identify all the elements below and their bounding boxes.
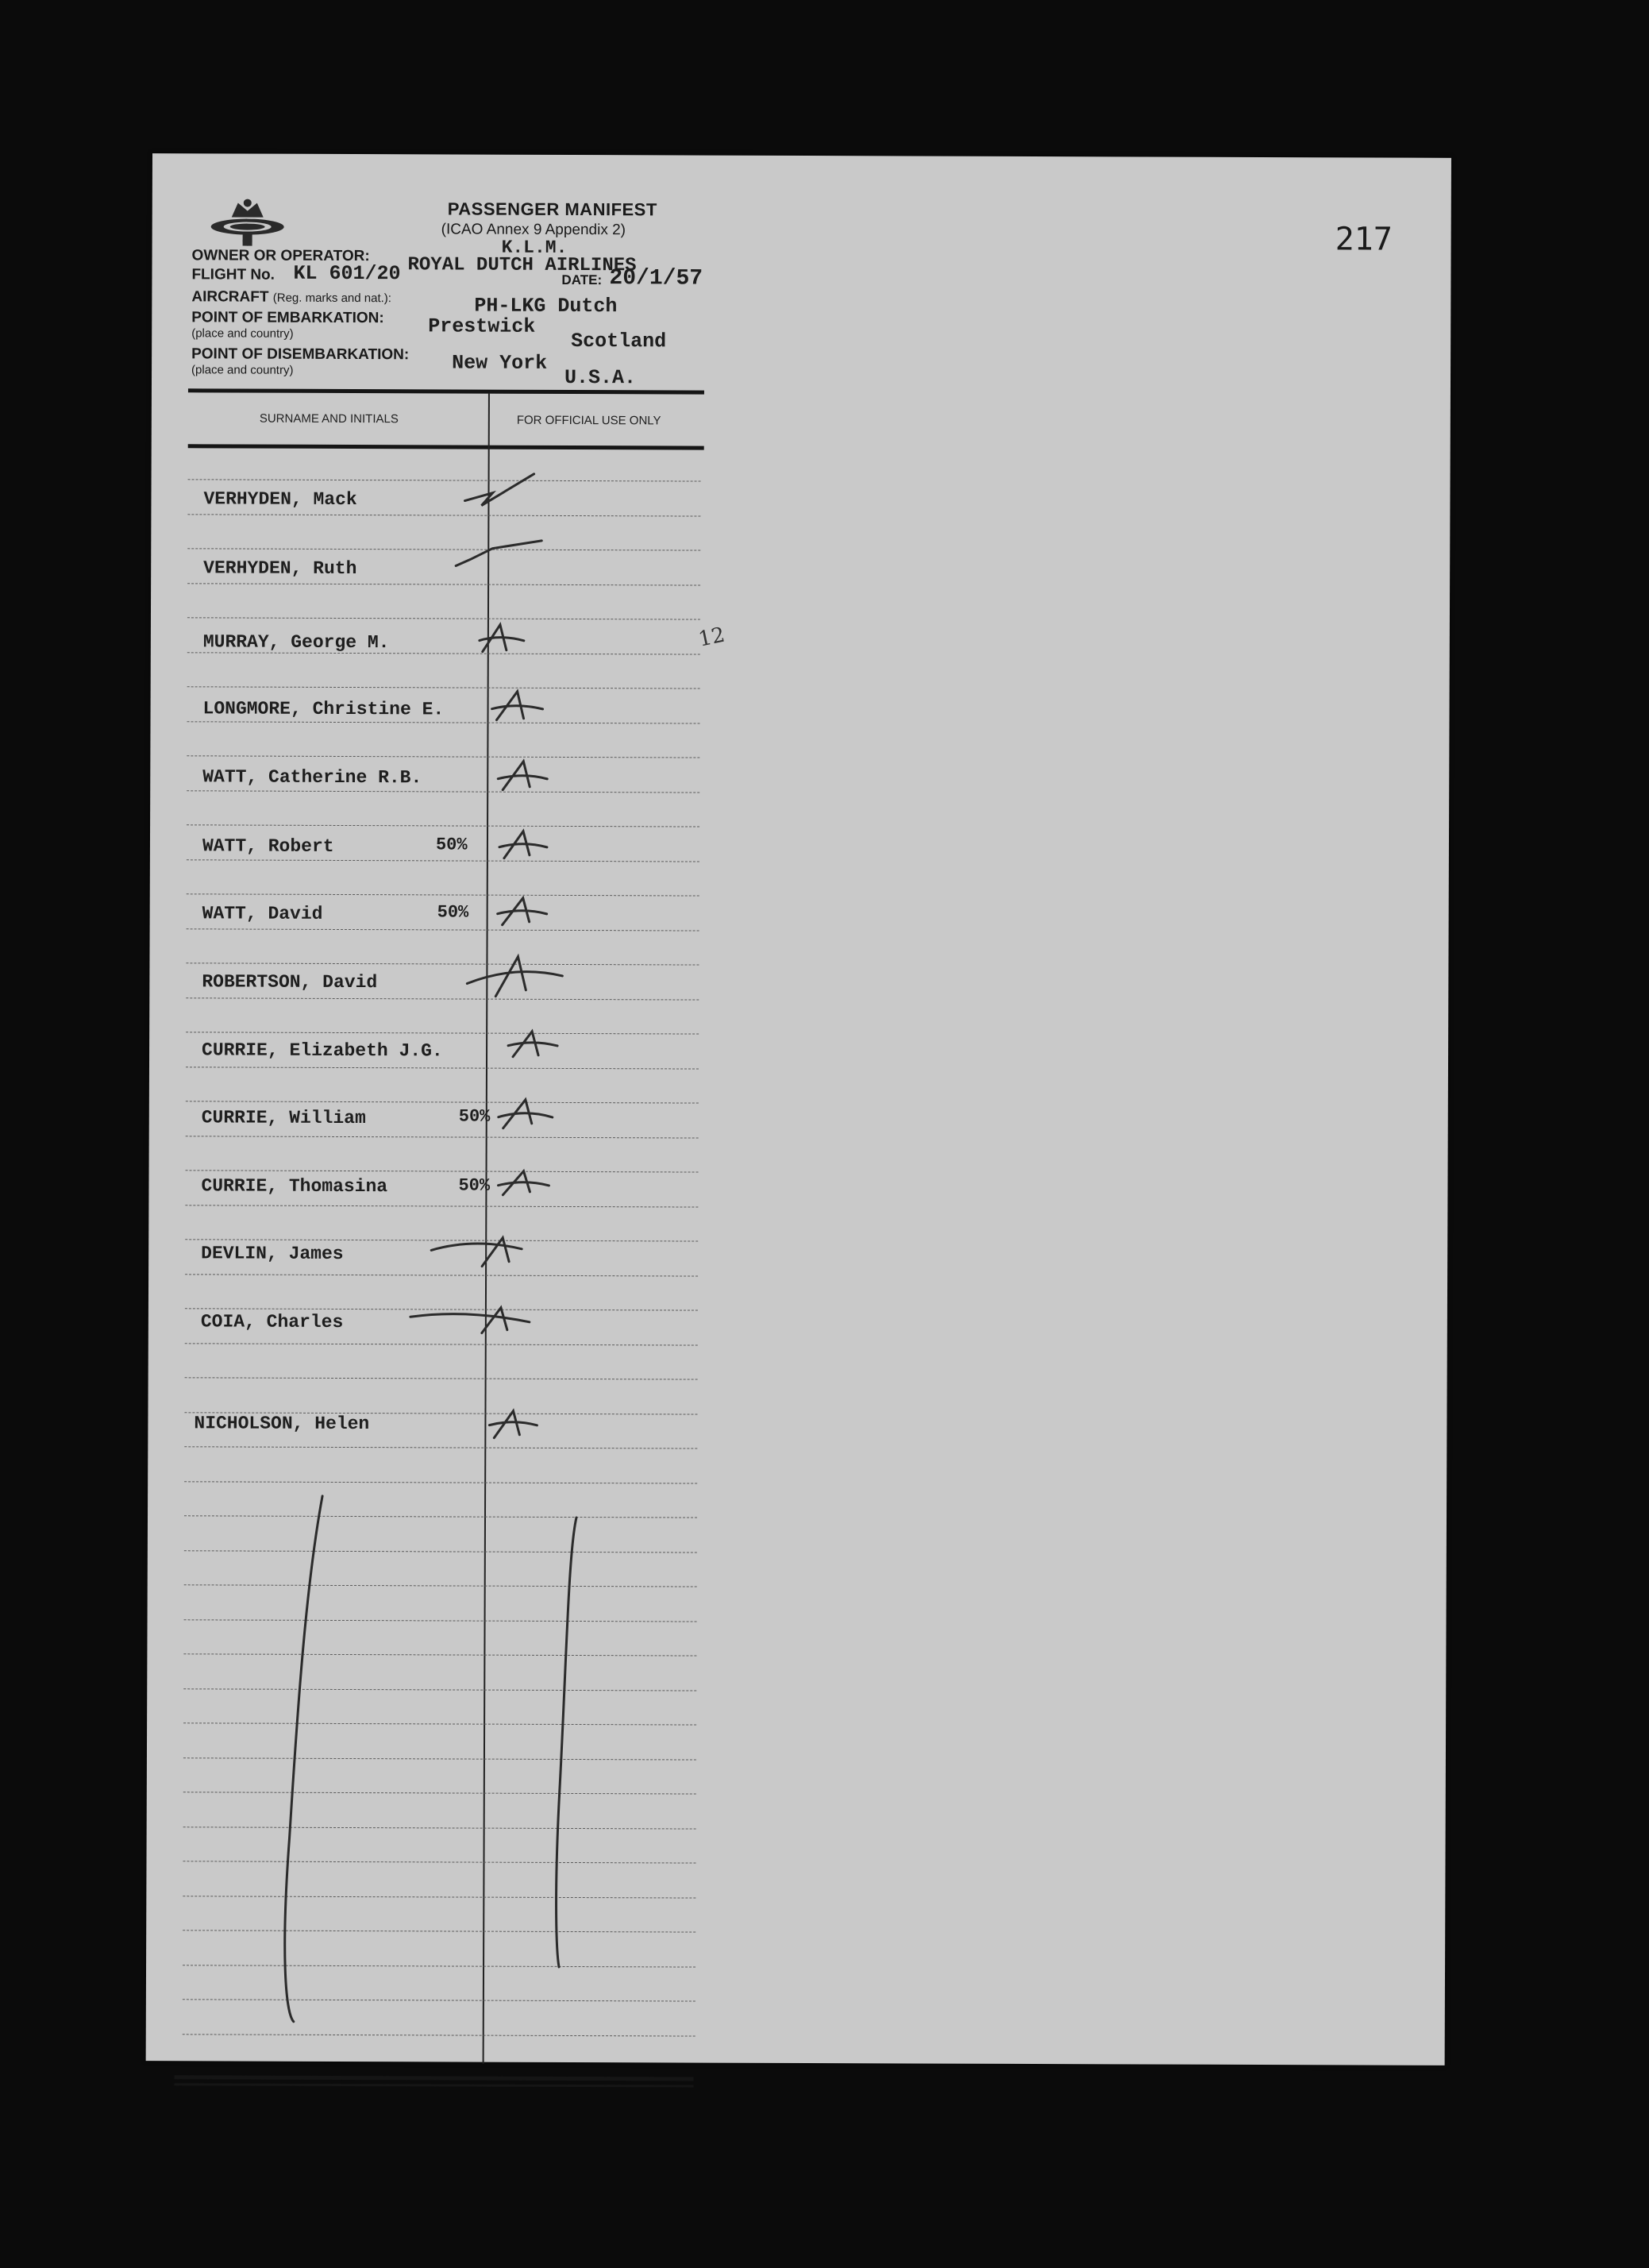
- passenger-name: CURRIE, Thomasina: [201, 1175, 388, 1198]
- passenger-name: WATT, David: [202, 903, 323, 924]
- embarkation-note: (place and country): [191, 326, 294, 341]
- column-header-name: SURNAME AND INITIALS: [259, 411, 399, 426]
- approval-mark-icon: [508, 1032, 557, 1057]
- passenger-name: WATT, Robert: [202, 835, 334, 857]
- disembarkation-place: New York: [452, 351, 548, 375]
- footer-rule-top: [175, 2075, 694, 2081]
- operator-abbrev: K.L.M.: [501, 237, 568, 258]
- approval-mark-icon: [489, 1411, 537, 1438]
- passenger-name: LONGMORE, Christine E.: [202, 698, 445, 720]
- flight-value: KL 601/20: [293, 261, 401, 286]
- footer-rule-bottom: [175, 2083, 694, 2087]
- date-label: DATE:: [561, 272, 603, 288]
- fare-percent: 50%: [458, 1106, 491, 1127]
- tick-mark-2: [456, 540, 541, 565]
- approval-mark-icon: [492, 692, 543, 720]
- page-number: 217: [1335, 221, 1393, 258]
- fare-percent: 50%: [437, 902, 469, 923]
- fare-percent: 50%: [435, 835, 468, 855]
- approval-mark-icon: [498, 762, 547, 790]
- approval-mark-icon: [498, 898, 547, 925]
- approval-mark-icon: [499, 831, 547, 858]
- disembarkation-note: (place and country): [191, 363, 294, 377]
- handwritten-marks: [146, 153, 1451, 2066]
- date-value: 20/1/57: [609, 266, 703, 291]
- approval-mark-icon: [498, 1171, 549, 1195]
- aircraft-note: (Reg. marks and nat.):: [272, 291, 392, 306]
- column-header-official: FOR OFFICIAL USE ONLY: [516, 413, 661, 428]
- passenger-name: DEVLIN, James: [201, 1243, 344, 1264]
- embarkation-country: Scotland: [571, 329, 667, 353]
- passenger-name: ROBERTSON, David: [202, 971, 378, 993]
- void-stroke-right: [556, 1518, 576, 1967]
- passenger-name: MURRAY, George M.: [202, 631, 390, 654]
- manifest-title: PASSENGER MANIFEST: [447, 199, 657, 220]
- aircraft-label-text: AIRCRAFT: [191, 288, 269, 306]
- passenger-name: CURRIE, Elizabeth J.G.: [202, 1040, 443, 1062]
- disembarkation-label: POINT OF DISEMBARKATION:: [191, 345, 410, 364]
- operator-label: OWNER OR OPERATOR:: [191, 247, 370, 265]
- approval-mark-icon: [431, 1237, 522, 1266]
- passenger-name: NICHOLSON, Helen: [194, 1413, 370, 1435]
- fare-percent: 50%: [458, 1175, 491, 1196]
- manifest-sheet: [146, 153, 1451, 2066]
- approval-mark-icon: [410, 1307, 530, 1333]
- passenger-name: COIA, Charles: [200, 1311, 344, 1333]
- approval-mark-icon: [480, 625, 524, 652]
- passenger-name: WATT, Catherine R.B.: [202, 766, 422, 789]
- void-stroke-left: [284, 1496, 322, 2022]
- operator-value: ROYAL DUTCH AIRLINES: [407, 254, 637, 277]
- disembarkation-country: U.S.A.: [564, 365, 637, 390]
- passenger-name: CURRIE, William: [201, 1107, 366, 1129]
- tick-mark-1: [464, 474, 534, 506]
- embarkation-place: Prestwick: [428, 314, 536, 338]
- passenger-name: VERHYDEN, Ruth: [203, 557, 357, 580]
- flight-label: FLIGHT No.: [191, 266, 275, 284]
- embarkation-label: POINT OF EMBARKATION:: [191, 309, 384, 327]
- approval-mark-icon: [467, 957, 562, 997]
- aircraft-value: PH-LKG Dutch: [474, 294, 618, 318]
- approval-mark-icon: [499, 1100, 553, 1128]
- manifest-subtitle: (ICAO Annex 9 Appendix 2): [441, 221, 626, 239]
- passenger-name: VERHYDEN, Mack: [203, 488, 357, 511]
- margin-note: 12: [696, 623, 727, 652]
